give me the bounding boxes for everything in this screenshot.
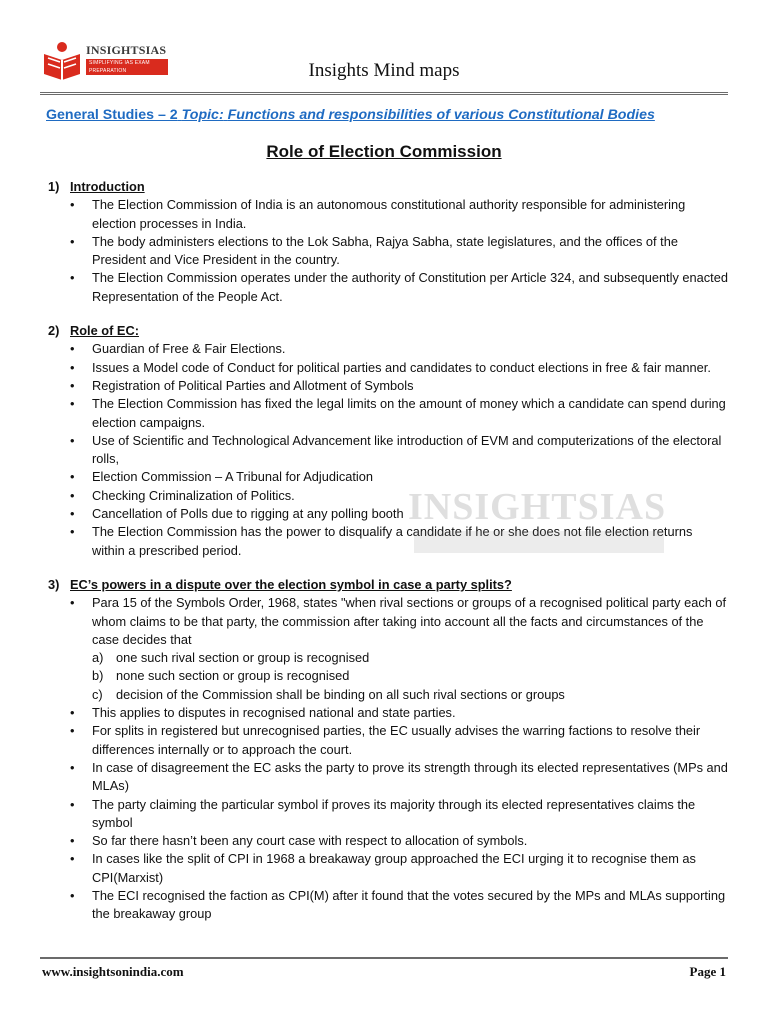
logo-tagline: SIMPLIFYING IAS EXAM PREPARATION xyxy=(86,59,168,75)
sub-item: a) one such rival section or group is recognised xyxy=(92,650,370,666)
list-item: • The body administers elections to the Lok Sabha, Rajya Sabha, state legislatures, and the offices of the President and Vice President in the country. xyxy=(48,233,728,270)
list-item: • The Election Commission operates under the authority of Constitution per Article 324, and subsequently enacted Representation of the People Act. xyxy=(48,269,728,306)
list-item: • Election Commission – A Tribunal for Adjudication xyxy=(48,468,728,486)
logo-text: INSIGHTSIAS xyxy=(86,43,167,57)
list-item: • The Election Commission has the power to disqualify a candidate if he or she does not file election returns within a prescribed period. xyxy=(48,523,728,560)
topic-prefix: General Studies – 2 xyxy=(46,107,178,123)
list-item: • Cancellation of Polls due to rigging at any polling booth xyxy=(48,505,728,523)
topic-text: Functions and responsibilities of various Constitutional Bodies xyxy=(227,107,655,123)
list-item: • In cases like the split of CPI in 1968 a breakaway group approached the ECI urging it to recognise them as CPI(Marxist) xyxy=(48,850,728,887)
bullet-list xyxy=(48,340,728,560)
topic-label: Topic: xyxy=(181,107,224,123)
list-item: • Use of Scientific and Technological Advancement like introduction of EVM and computerizations of the electoral rolls, xyxy=(48,432,728,469)
list-item xyxy=(48,594,728,704)
list-item: • In case of disagreement the EC asks the party to prove its strength through its elected representatives (MPs and MLAs) xyxy=(48,759,728,796)
list-item: • So far there hasn’t been any court case with respect to allocation of symbols. xyxy=(48,832,728,850)
list-item: • The Election Commission of India is an autonomous constitutional authority responsible for administering election processes in India. xyxy=(48,196,728,233)
list-item: • Guardian of Free & Fair Elections. xyxy=(48,340,728,358)
list-item: • For splits in registered but unrecognised parties, the EC usually advises the warring factions to resolve their differences internally or to approach the court. xyxy=(48,722,728,759)
section-symbol-dispute xyxy=(48,576,728,924)
list-item: • The ECI recognised the faction as CPI(M) after it found that the votes secured by the MPs and MLAs supporting the breakaway group xyxy=(48,887,728,924)
page-number: Page 1 xyxy=(689,964,726,979)
footer-website-link[interactable]: www.insightsonindia.com xyxy=(42,964,184,979)
header-title: Insights Mind maps xyxy=(308,60,460,81)
sub-item: c) decision of the Commission shall be binding on all such rival sections or groups xyxy=(92,686,565,702)
section-heading: 2) Role of EC: xyxy=(48,323,139,339)
section-heading: 3) EC’s powers in a dispute over the election symbol in case a party splits? xyxy=(48,576,512,592)
sub-item: b) none such section or group is recognised xyxy=(92,668,350,684)
section-role-of-ec xyxy=(48,322,728,560)
document-body xyxy=(48,178,728,940)
footer-divider xyxy=(40,957,728,959)
document-title: Role of Election Commission xyxy=(266,142,502,161)
sub-list xyxy=(92,649,728,704)
topic-line xyxy=(46,107,655,123)
section-heading: 1) Introduction xyxy=(48,179,145,194)
list-item: • The Election Commission has fixed the legal limits on the amount of money which a candidate can spend during election campaigns. xyxy=(48,395,728,432)
list-item: • Checking Criminalization of Politics. xyxy=(48,487,728,505)
header-divider xyxy=(40,92,728,95)
bullet-list xyxy=(48,196,728,306)
list-item: • Issues a Model code of Conduct for political parties and candidates to conduct elections in free & fair manner. xyxy=(48,359,728,377)
bullet-list xyxy=(48,594,728,923)
para15-text: Para 15 of the Symbols Order, 1968, states "when rival sections or groups of a recognised political party each of whom claims to be that party, the commission after taking into account all the facts and circumstances of the case decides that xyxy=(92,595,727,647)
watermark-text: INSIGHTSIAS xyxy=(408,486,667,528)
list-item: • The party claiming the particular symbol if proves its majority through its elected representatives claims the symbol xyxy=(48,796,728,833)
page-header xyxy=(0,0,768,100)
section-introduction xyxy=(48,178,728,306)
list-item: • Registration of Political Parties and Allotment of Symbols xyxy=(48,377,728,395)
list-item: • This applies to disputes in recognised national and state parties. xyxy=(48,704,728,722)
